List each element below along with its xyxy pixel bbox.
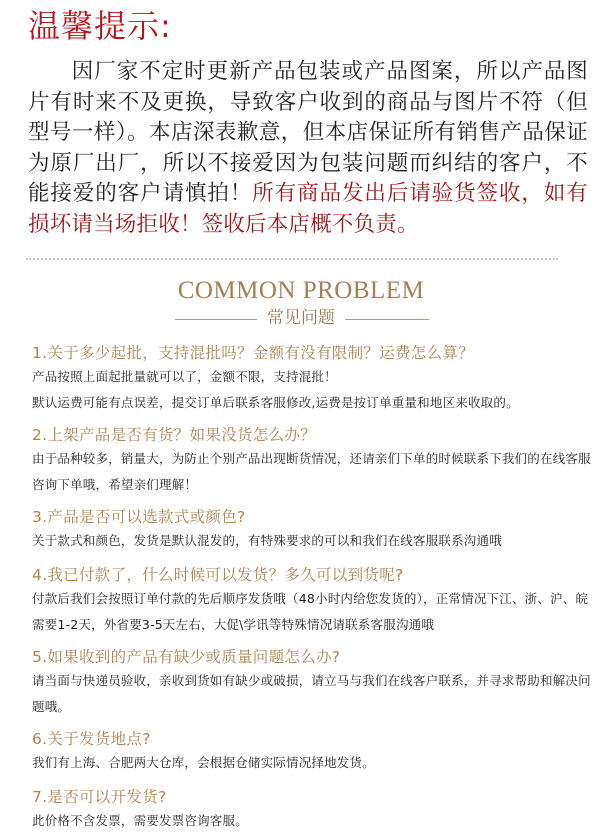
- header-rule-right: [345, 319, 429, 320]
- faq-answer: 默认运费可能有点误差，提交订单后联系客服修改,运费是按订单重量和地区来收取的。: [32, 395, 519, 410]
- notice-title: 温馨提示:: [28, 7, 172, 45]
- faq-item-3: [32, 506, 592, 554]
- faq-item-7: [32, 786, 592, 834]
- faq-item-5: [32, 646, 592, 720]
- faq-header-english: COMMON PROBLEM: [177, 277, 425, 304]
- faq-item-1: [32, 342, 592, 416]
- notice-warning-text: 所有商品发出后请验货签收，如有损坏请当场拒收！签收后本店概不负责。: [28, 181, 588, 237]
- faq-header-chinese: 常见问题: [259, 307, 343, 329]
- faq-question: 5.如果收到的产品有缺少或质量问题怎么办?: [32, 648, 341, 666]
- faq-question: 3.产品是否可以选款式或颜色?: [32, 508, 246, 526]
- faq-question: 7.是否可以开发货?: [32, 788, 167, 806]
- faq-question: 1.关于多少起批，支持混批吗？金额有没有限制？运费怎么算？: [32, 344, 474, 362]
- faq-answer: 付款后我们会按照订单付款的先后顺序发货哦（48小时内给您发货的），正常情况下江、浙、沪、皖需要1-2天，外省要3-5天左右，大促\学讯等特殊情况请联系客服沟通哦: [32, 591, 589, 632]
- faq-list: [32, 342, 592, 834]
- faq-answer: 请当面与快递员验收，亲收到货如有缺少或破损，请立马与我们在线客户联系，并寻求帮助和解决问题哦。: [32, 673, 591, 714]
- faq-header-subtitle-row: [0, 307, 602, 331]
- dotted-divider: [26, 258, 558, 260]
- notice-body-text: 因厂家不定时更新产品包装或产品图案，所以产品图片有时来不及更换，导致客户收到的商品与图片不符（但型号一样）。本店深表歉意，但本店保证所有销售产品保证为原厂出厂，所以不接爱因为包装问题而纠结的客户，不能接爱的客户请慎拍！: [28, 59, 588, 206]
- notice-body: [28, 57, 588, 240]
- faq-item-6: [32, 728, 592, 776]
- faq-section-header: [0, 277, 602, 331]
- faq-answer: 关于款式和颜色，发货是默认混发的，有特殊要求的可以和我们在线客服联系沟通哦: [32, 533, 502, 548]
- faq-answer: 此价格不含发票，需要发票咨询客服。: [32, 813, 248, 828]
- faq-question: 6.关于发货地点?: [32, 730, 151, 748]
- faq-question: 4.我已付款了，什么时候可以发货？多久可以到货呢?: [32, 566, 404, 584]
- faq-answer: 由于品种较多，销量大，为防止个别产品出现断货情况，还请亲们下单的时候联系下我们的在线客服咨询下单哦，希望亲们理解！: [32, 451, 591, 492]
- faq-item-2: [32, 424, 592, 498]
- faq-question: 2.上架产品是否有货？如果没货怎么办？: [32, 426, 316, 444]
- header-rule-left: [175, 319, 257, 320]
- faq-answer: 我们有上海、合肥两大仓库，会根据仓储实际情况择地发货。: [32, 755, 375, 770]
- faq-item-4: [32, 564, 592, 638]
- faq-answer: 产品按照上面起批量就可以了，金额不限，支持混批！: [32, 369, 337, 384]
